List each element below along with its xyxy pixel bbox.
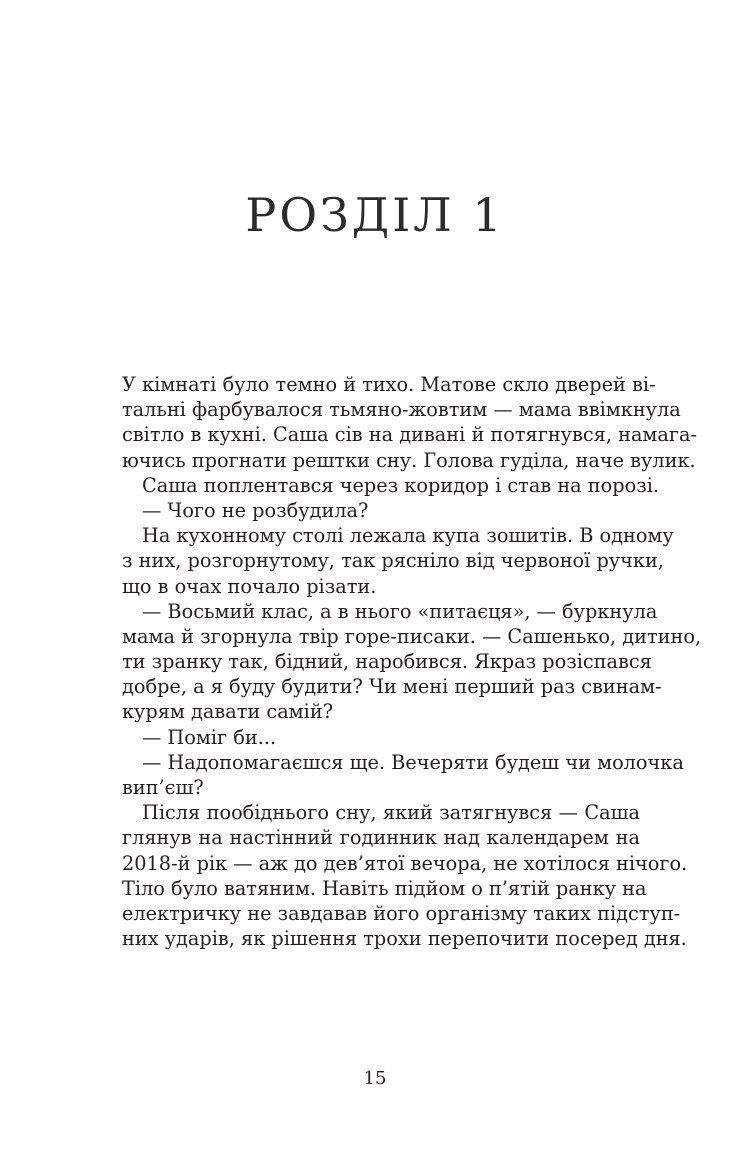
text-line: тальні фарбувалося тьмяно-жовтим — мама ввімкнула — [122, 398, 681, 422]
text-line: електричку не завдавав його організму таких підступ- — [122, 901, 681, 925]
text-line: курям давати самій? — [122, 700, 334, 724]
text-line: Саша поплентався через коридор і став на порозі. — [142, 473, 660, 497]
text-line: ти зранку так, бідний, наробився. Якраз розіспався — [122, 650, 652, 674]
text-line: мама й згорнула твір горе-писаки. — Сашенько, дитино, — [122, 624, 702, 648]
text-line: них ударів, як рішення трохи перепочити посеред дня. — [122, 927, 687, 951]
chapter-body-text — [122, 372, 702, 951]
text-line: вип’єш? — [122, 776, 204, 799]
text-line: Після пообіднього сну, який затягнувся — Саша — [142, 801, 640, 825]
text-line: Тіло було ватяним. Навіть підйом о п’ятій ранку на — [122, 876, 647, 900]
text-line: — Чого не розбудила? — [142, 498, 369, 522]
text-line: У кімнаті було темно й тихо. Матове скло дверей ві- — [122, 373, 656, 396]
text-line: з них, розгорнутому, так рясніло від червоної ручки, — [122, 549, 664, 573]
text-line: — Надопомагаєшся ще. Вечеряти будеш чи молочка — [142, 750, 684, 774]
text-line: 2018-й рік — аж до дев’ятої вечора, не хотілося нічого. — [122, 851, 688, 875]
text-line: — Поміг би... — [142, 725, 277, 749]
text-line: — Восьмий клас, а в нього «питаєця», — буркнула — [142, 599, 658, 623]
text-line: ючись прогнати рештки сну. Голова гуділа, наче вулик. — [122, 448, 696, 472]
text-line: світло в кухні. Саша сів на дивані й потягнувся, намага- — [122, 423, 698, 447]
chapter-title: РОЗДІЛ 1 — [245, 188, 505, 242]
text-line: На кухонному столі лежала купа зошитів. В одному — [142, 524, 674, 548]
text-line: що в очах почало різати. — [122, 574, 377, 598]
text-line: глянув на настінний годинник над календарем на — [122, 826, 640, 850]
text-line: добре, а я буду будити? Чи мені перший раз свинам- — [122, 675, 662, 699]
page-number: 15 — [363, 1068, 387, 1089]
